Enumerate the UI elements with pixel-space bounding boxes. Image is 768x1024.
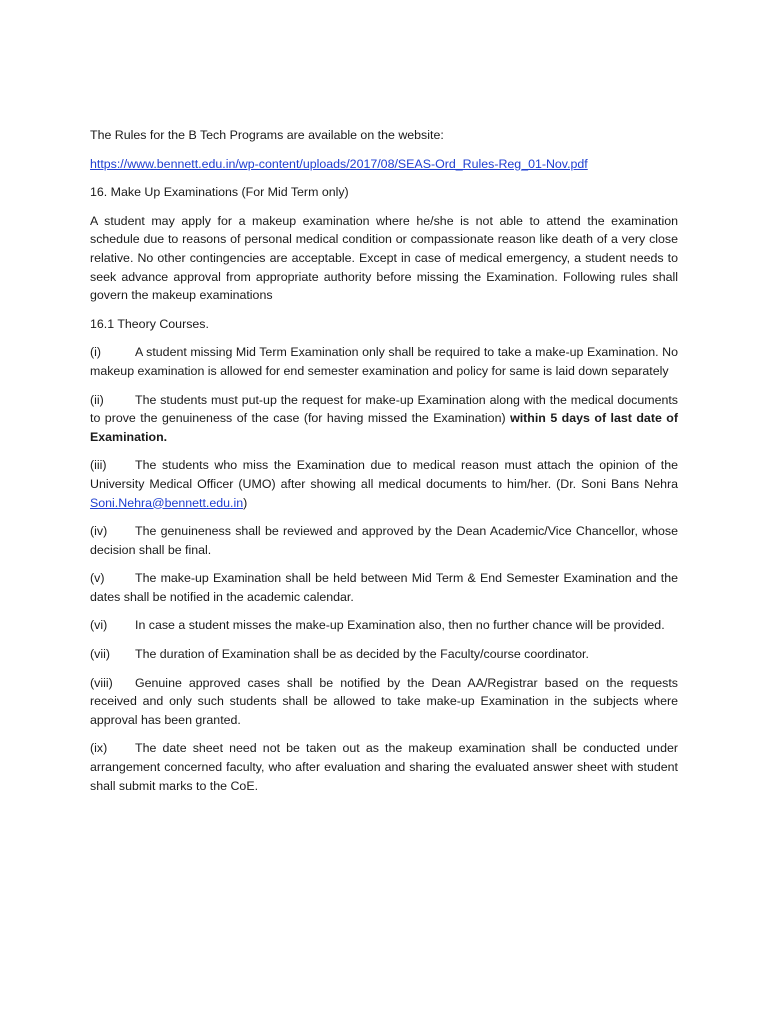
rule-item-i (90, 343, 678, 380)
rule-text: The make-up Examination shall be held between Mid Term & End Semester Examination and the dates shall be notified in the academic calendar. (90, 571, 678, 604)
rule-item-v (90, 569, 678, 606)
rule-item-ix (90, 739, 678, 795)
section-paragraph: A student may apply for a makeup examination where he/she is not able to attend the examination schedule due to reasons of personal medical condition or compassionate reason like death of a very close relative. No other contingencies are acceptable. Except in case of medical emergency, a student needs to seek advance approval from appropriate authority before missing the Examination. Following rules shall govern the makeup examinations (90, 213, 678, 303)
rule-text: In case a student misses the make-up Examination also, then no further chance will be provided. (135, 618, 665, 633)
umo-email-link[interactable]: Soni.Nehra@bennett.edu.in (90, 495, 244, 510)
rule-text: The students who miss the Examination due to medical reason must attach the opinion of the University Medical Officer (UMO) after showing all medical documents to him/her. (Dr. Soni Bans Nehra (90, 458, 678, 491)
intro-text: The Rules for the B Tech Programs are available on the website: (90, 128, 444, 142)
rule-number: (viii) (90, 675, 113, 690)
rule-number: (v) (90, 571, 105, 586)
rule-item-vii (90, 645, 678, 664)
rule-item-iii (90, 456, 678, 512)
rule-text: The students must put-up the request for make-up Examination along with the medical documents to prove the genuineness of the case (for having missed the Examination) (90, 392, 678, 426)
rule-text: The genuineness shall be reviewed and approved by the Dean Academic/Vice Chancellor, whose decision shall be final. (90, 524, 678, 557)
rule-item-viii (90, 674, 678, 730)
rule-number: (i) (90, 345, 102, 360)
rules-link-paragraph (90, 155, 678, 174)
rule-text: Genuine approved cases shall be notified by the Dean AA/Registrar based on the requests received and only such students shall be allowed to take make-up Examination in the subjects where approval has been granted. (90, 675, 678, 727)
rule-number: (vii) (90, 647, 110, 662)
rule-item-vi (90, 616, 678, 635)
rule-item-iv (90, 522, 678, 559)
rule-text: A student missing Mid Term Examination only shall be required to take a make-up Examination. No makeup examination is allowed for end semester examination and policy for same is laid down separately (90, 345, 678, 378)
rule-number: (iii) (90, 458, 107, 473)
rule-number: (ix) (90, 741, 108, 756)
rules-pdf-link[interactable]: https://www.bennett.edu.in/wp-content/uploads/2017/08/SEAS-Ord_Rules-Reg_01-Nov.pdf (90, 156, 588, 171)
section-heading: 16. Make Up Examinations (For Mid Term only) (90, 185, 349, 200)
subsection-heading: 16.1 Theory Courses. (90, 316, 209, 331)
rule-deadline-emphasis: within 5 days of last date of Examination. (90, 411, 679, 444)
rule-text: The duration of Examination shall be as decided by the Faculty/course coordinator. (135, 647, 589, 662)
rule-text: The date sheet need not be taken out as the makeup examination shall be conducted under arrangement concerned faculty, who after evaluation and sharing the evaluated answer sheet with student shall submit marks to the CoE. (90, 741, 678, 793)
document-page (90, 126, 678, 805)
rule-number: (iv) (90, 524, 108, 539)
rule-number: (vi) (90, 618, 108, 633)
rule-item-ii (90, 391, 678, 447)
rule-number: (ii) (90, 392, 104, 407)
rule-text-close: ) (243, 495, 248, 510)
